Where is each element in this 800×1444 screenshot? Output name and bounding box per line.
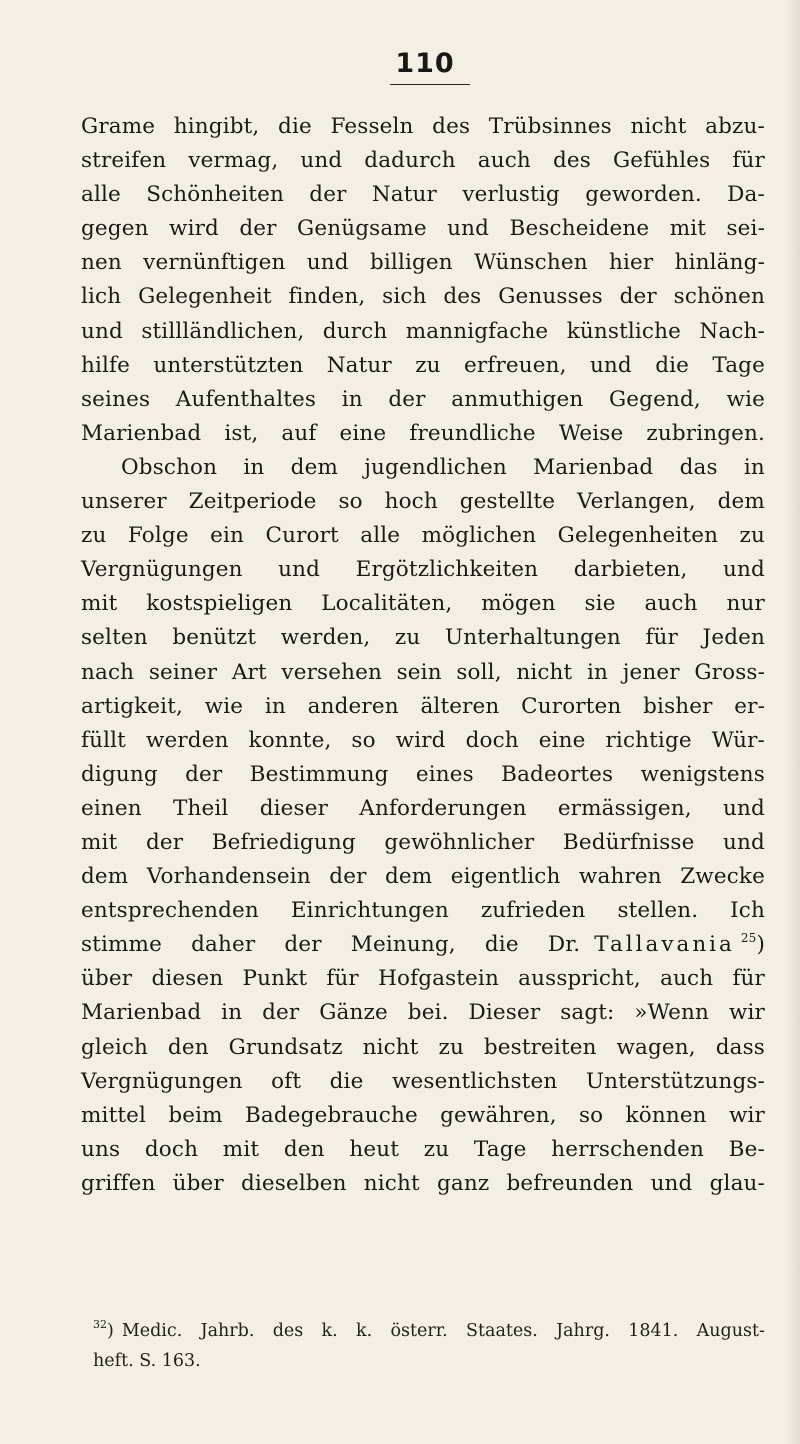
word: österr. bbox=[390, 1321, 448, 1341]
word: wir bbox=[728, 1000, 765, 1026]
word: billigen bbox=[369, 250, 453, 276]
word: und bbox=[300, 148, 343, 174]
word: stillländlichen, bbox=[141, 318, 305, 344]
word: zufrieden bbox=[480, 898, 586, 924]
word: für bbox=[326, 966, 359, 992]
word: mittel bbox=[81, 1102, 147, 1128]
word: Natur bbox=[371, 182, 437, 208]
page-number-rule bbox=[390, 84, 470, 85]
footnote-paren: ) bbox=[107, 1321, 114, 1341]
word: die bbox=[655, 352, 690, 378]
text-line bbox=[81, 417, 765, 451]
word: Badegebrauche bbox=[244, 1102, 418, 1128]
word: Jahrg. bbox=[556, 1321, 610, 1341]
word: zu bbox=[394, 625, 421, 651]
word: er- bbox=[734, 693, 765, 719]
word: wie bbox=[726, 386, 765, 412]
word: beim bbox=[168, 1102, 223, 1128]
word: glau- bbox=[709, 1170, 765, 1196]
word: der bbox=[388, 386, 426, 412]
text-line bbox=[81, 1031, 765, 1065]
word: geworden. bbox=[585, 182, 702, 208]
word: daher bbox=[191, 932, 256, 958]
word: möglichen bbox=[421, 523, 537, 549]
word: dem bbox=[290, 454, 338, 480]
word: verlustig bbox=[462, 182, 560, 208]
word: Vergnügungen bbox=[81, 1068, 243, 1094]
text-line bbox=[81, 962, 765, 996]
word: k. bbox=[321, 1321, 338, 1341]
text-line bbox=[81, 349, 765, 383]
text-line bbox=[81, 110, 765, 144]
word: bestreiten bbox=[483, 1034, 597, 1060]
word: finden, bbox=[288, 284, 366, 310]
text-line bbox=[81, 621, 765, 655]
word: Medic. bbox=[121, 1321, 183, 1341]
word: konnte, bbox=[248, 727, 332, 753]
body-text bbox=[81, 110, 765, 1201]
word: eines bbox=[415, 761, 474, 787]
footnote-marker bbox=[93, 1316, 114, 1346]
text-line bbox=[81, 178, 765, 212]
footnote-reference-paren: ) bbox=[756, 932, 765, 958]
text-line bbox=[81, 1167, 765, 1201]
word: die bbox=[484, 932, 519, 958]
text-line-with-reference bbox=[81, 928, 765, 962]
text-line bbox=[81, 485, 765, 519]
word: Badeortes bbox=[501, 761, 614, 787]
footnote-line bbox=[93, 1346, 765, 1376]
text-line bbox=[81, 383, 765, 417]
word: darbieten, bbox=[573, 557, 688, 583]
word: älteren bbox=[420, 693, 500, 719]
word: Theil bbox=[173, 795, 229, 821]
word: nur bbox=[726, 591, 765, 617]
word: eigentlich bbox=[450, 864, 561, 890]
word: die bbox=[329, 1068, 364, 1094]
word: und bbox=[650, 1170, 693, 1196]
word: Befriedigung bbox=[211, 829, 356, 855]
word: benützt bbox=[172, 625, 257, 651]
word: ganz bbox=[436, 1170, 490, 1196]
word: werden bbox=[145, 727, 229, 753]
word: für bbox=[732, 148, 765, 174]
word: schönen bbox=[673, 284, 765, 310]
word: Localitäten, bbox=[321, 591, 453, 617]
word: Bescheidene bbox=[509, 216, 650, 242]
word: oft bbox=[271, 1068, 302, 1094]
word: Jahrb. bbox=[200, 1321, 255, 1341]
footnote-reference[interactable] bbox=[741, 928, 765, 962]
word: 1841. bbox=[628, 1321, 679, 1341]
word: den bbox=[283, 1136, 325, 1162]
word: artigkeit, bbox=[81, 693, 183, 719]
word: Gelegenheiten bbox=[557, 523, 719, 549]
word: mit bbox=[81, 829, 118, 855]
word: »Wenn bbox=[634, 1000, 710, 1026]
word: streifen bbox=[81, 148, 167, 174]
word: wahren bbox=[578, 864, 662, 890]
word: in bbox=[341, 386, 363, 412]
word: seiner bbox=[148, 659, 218, 685]
word: Nach- bbox=[699, 318, 765, 344]
text-line bbox=[81, 519, 765, 553]
word: mit bbox=[222, 1136, 260, 1162]
word: jugendlichen bbox=[364, 454, 507, 480]
word: eine bbox=[538, 727, 586, 753]
text-line bbox=[81, 587, 765, 621]
word: der bbox=[329, 864, 367, 890]
word: Curorten bbox=[521, 693, 622, 719]
word: für bbox=[645, 625, 678, 651]
word: in bbox=[221, 1000, 243, 1026]
word: Da- bbox=[727, 182, 765, 208]
word: Punkt bbox=[242, 966, 308, 992]
word: lich bbox=[81, 284, 122, 310]
word: Marienbad bbox=[533, 454, 654, 480]
word: Dieser bbox=[468, 1000, 541, 1026]
text-line bbox=[81, 894, 765, 928]
word: in bbox=[743, 454, 765, 480]
word: nicht bbox=[363, 1170, 420, 1196]
word: bisher bbox=[643, 693, 713, 719]
word: auch bbox=[660, 966, 714, 992]
word: Be- bbox=[728, 1136, 765, 1162]
word: wir bbox=[728, 1102, 765, 1128]
word: ausspricht, bbox=[518, 966, 641, 992]
text-line bbox=[81, 246, 765, 280]
word: abzu- bbox=[705, 114, 765, 139]
word: durch bbox=[322, 318, 388, 344]
word: digung bbox=[81, 761, 158, 787]
text-line bbox=[81, 553, 765, 587]
word: auf bbox=[281, 420, 317, 446]
word: Gross- bbox=[694, 659, 765, 685]
word: einen bbox=[81, 795, 142, 821]
word: Gegend, bbox=[608, 386, 701, 412]
word: eine bbox=[339, 420, 387, 446]
text-line bbox=[81, 144, 765, 178]
word: anderen bbox=[307, 693, 399, 719]
word: Ich bbox=[730, 898, 765, 924]
word: Vergnügungen bbox=[81, 557, 243, 583]
word: zu bbox=[415, 352, 441, 378]
footnote-text bbox=[122, 1316, 765, 1346]
word: alle bbox=[360, 523, 401, 549]
word: den bbox=[167, 1034, 209, 1060]
word: füllt bbox=[81, 727, 126, 753]
footnote-text: heft. S. 163. bbox=[93, 1351, 201, 1371]
footnote bbox=[93, 1316, 765, 1376]
word: sich bbox=[382, 284, 427, 310]
word: so bbox=[578, 1102, 604, 1128]
paragraph-start-line bbox=[81, 451, 765, 485]
word: der bbox=[239, 216, 277, 242]
word: Marienbad bbox=[81, 1000, 202, 1026]
word: Tage bbox=[473, 1136, 527, 1162]
word: Folge bbox=[127, 523, 189, 549]
word: hier bbox=[609, 250, 654, 276]
word: auch bbox=[644, 591, 698, 617]
word: hingibt, bbox=[173, 114, 260, 139]
word: mannigfache bbox=[405, 318, 549, 344]
word: Hofgastein bbox=[378, 966, 499, 992]
word: Meinung, bbox=[350, 932, 456, 958]
word: und bbox=[447, 216, 490, 242]
word: unterstützten bbox=[153, 352, 304, 378]
line-text bbox=[81, 928, 580, 962]
word: Genusses bbox=[498, 284, 603, 310]
text-line bbox=[81, 996, 765, 1030]
word: doch bbox=[144, 1136, 199, 1162]
word: vernünftigen bbox=[143, 250, 286, 276]
text-line bbox=[81, 758, 765, 792]
word: Tage bbox=[712, 352, 765, 378]
word: das bbox=[679, 454, 718, 480]
word: Bestimmung bbox=[249, 761, 389, 787]
word: nicht bbox=[516, 659, 573, 685]
word: Obschon bbox=[121, 454, 218, 480]
word: anmuthigen bbox=[451, 386, 584, 412]
word: befreunden bbox=[506, 1170, 634, 1196]
word: Grame bbox=[81, 114, 156, 139]
word: Schönheiten bbox=[146, 182, 284, 208]
word: erfreuen, bbox=[464, 352, 567, 378]
word: k. bbox=[355, 1321, 373, 1341]
word: uns bbox=[81, 1136, 121, 1162]
text-line bbox=[81, 656, 765, 690]
word: zu bbox=[438, 1034, 464, 1060]
text-line bbox=[81, 724, 765, 758]
word: dem bbox=[81, 864, 129, 890]
word: Wünschen bbox=[474, 250, 588, 276]
word: soll, bbox=[456, 659, 502, 685]
footnote-line bbox=[93, 1316, 765, 1346]
word: Fesseln bbox=[330, 114, 414, 139]
word: werden, bbox=[280, 625, 371, 651]
word: Zwecke bbox=[680, 864, 765, 890]
page-edge-shadow bbox=[786, 0, 800, 1444]
word: und bbox=[589, 352, 632, 378]
text-line bbox=[81, 212, 765, 246]
word: richtige bbox=[605, 727, 692, 753]
text-line bbox=[81, 1099, 765, 1133]
word: des bbox=[432, 114, 471, 139]
word: sagt: bbox=[560, 1000, 615, 1026]
word: Art bbox=[231, 659, 267, 685]
word: und bbox=[723, 795, 765, 821]
word: Gänze bbox=[319, 1000, 388, 1026]
word: und bbox=[723, 829, 765, 855]
word: in bbox=[264, 693, 286, 719]
word: August- bbox=[696, 1321, 765, 1341]
word: hinläng- bbox=[674, 250, 765, 276]
word: in bbox=[243, 454, 265, 480]
word: heut bbox=[349, 1136, 400, 1162]
word: über bbox=[81, 966, 133, 992]
word: Unterstützungs- bbox=[585, 1068, 765, 1094]
word: hilfe bbox=[81, 352, 131, 378]
word: nen bbox=[81, 250, 122, 276]
word: mit bbox=[669, 216, 707, 242]
word: gestellte bbox=[459, 489, 556, 515]
word: künstliche bbox=[566, 318, 681, 344]
word: und bbox=[723, 557, 765, 583]
word: wird bbox=[395, 727, 446, 753]
word: jener bbox=[622, 659, 680, 685]
word: Einrichtungen bbox=[290, 898, 449, 924]
word: gewöhnlicher bbox=[384, 829, 535, 855]
word: wesentlichsten bbox=[391, 1068, 558, 1094]
word: wagen, bbox=[616, 1034, 696, 1060]
word: zu bbox=[81, 523, 107, 549]
word: wie bbox=[204, 693, 244, 719]
text-line bbox=[81, 826, 765, 860]
word: dieselben bbox=[240, 1170, 347, 1196]
word: Wür- bbox=[711, 727, 765, 753]
text-line bbox=[81, 315, 765, 349]
word: und bbox=[81, 318, 123, 344]
word: ein bbox=[210, 523, 245, 549]
word: bei. bbox=[407, 1000, 449, 1026]
word: dieser bbox=[259, 795, 329, 821]
word: selten bbox=[81, 625, 148, 651]
word: der bbox=[185, 761, 223, 787]
word: griffen bbox=[81, 1170, 156, 1196]
word: und bbox=[278, 557, 321, 583]
word: Grundsatz bbox=[228, 1034, 343, 1060]
word: Marienbad bbox=[81, 420, 202, 446]
word: unserer bbox=[81, 489, 167, 515]
word: versehen bbox=[281, 659, 382, 685]
word: dadurch bbox=[364, 148, 456, 174]
word: Natur bbox=[326, 352, 392, 378]
text-line bbox=[81, 1133, 765, 1167]
text-line bbox=[81, 690, 765, 724]
word: so bbox=[338, 489, 363, 515]
word: Curort bbox=[265, 523, 339, 549]
word: Weise bbox=[558, 420, 624, 446]
word: der bbox=[262, 1000, 300, 1026]
word: der bbox=[619, 284, 657, 310]
word: der bbox=[284, 932, 322, 958]
word: des bbox=[272, 1321, 304, 1341]
word: Genügsame bbox=[297, 216, 427, 242]
page-number: 110 bbox=[395, 48, 455, 79]
word: Dr. bbox=[547, 932, 581, 958]
word: Jeden bbox=[702, 625, 765, 651]
word: kostspieligen bbox=[146, 591, 293, 617]
word: diesen bbox=[151, 966, 224, 992]
word: Zeitperiode bbox=[188, 489, 317, 515]
word: können bbox=[625, 1102, 707, 1128]
word: dem bbox=[384, 864, 433, 890]
word: Unterhaltungen bbox=[444, 625, 621, 651]
word: Trübsinnes bbox=[488, 114, 612, 139]
word: so bbox=[351, 727, 376, 753]
word: dem bbox=[717, 489, 765, 515]
word: sein bbox=[396, 659, 442, 685]
text-line bbox=[81, 1065, 765, 1099]
word: für bbox=[732, 966, 765, 992]
word: Staates. bbox=[466, 1321, 538, 1341]
word: Anforderungen bbox=[359, 795, 527, 821]
word: zu bbox=[739, 523, 765, 549]
word: die bbox=[278, 114, 312, 139]
word: über bbox=[172, 1170, 224, 1196]
word: gleich bbox=[81, 1034, 149, 1060]
word: herrschenden bbox=[551, 1136, 704, 1162]
text-line bbox=[81, 280, 765, 314]
word: Verlangen, bbox=[576, 489, 696, 515]
word: sei- bbox=[726, 216, 765, 242]
word: auch bbox=[477, 148, 531, 174]
author-name: Tallavania bbox=[594, 932, 735, 958]
word: alle bbox=[81, 182, 121, 208]
word: vermag, bbox=[188, 148, 279, 174]
word: ist, bbox=[224, 420, 259, 446]
word: Bedürfnisse bbox=[562, 829, 695, 855]
word: nicht bbox=[362, 1034, 419, 1060]
word: sie bbox=[584, 591, 616, 617]
word: wird bbox=[169, 216, 219, 242]
text-line bbox=[81, 792, 765, 826]
word: Ergötzlichkeiten bbox=[355, 557, 539, 583]
word: und bbox=[306, 250, 349, 276]
word: doch bbox=[465, 727, 519, 753]
footnote-number: 32 bbox=[93, 1318, 107, 1331]
word: Gelegenheit bbox=[138, 284, 272, 310]
word: hoch bbox=[384, 489, 438, 515]
word: stellen. bbox=[617, 898, 699, 924]
word: nicht bbox=[630, 114, 687, 139]
footnote-reference-number: 25 bbox=[740, 931, 757, 946]
word: des bbox=[552, 148, 591, 174]
word: mit bbox=[81, 591, 118, 617]
word: seines bbox=[81, 386, 151, 412]
word: zubringen. bbox=[646, 420, 765, 446]
word: gewähren, bbox=[440, 1102, 557, 1128]
word: Vorhandensein bbox=[146, 864, 311, 890]
word: nach bbox=[81, 659, 135, 685]
word: dass bbox=[715, 1034, 765, 1060]
word: stimme bbox=[81, 932, 162, 958]
word: zu bbox=[423, 1136, 450, 1162]
word: der bbox=[309, 182, 347, 208]
word: gegen bbox=[81, 216, 149, 242]
word: Gefühles bbox=[612, 148, 711, 174]
word: ermässigen, bbox=[557, 795, 692, 821]
word: entsprechenden bbox=[81, 898, 259, 924]
word: wenigstens bbox=[640, 761, 765, 787]
word: in bbox=[587, 659, 609, 685]
word: der bbox=[145, 829, 184, 855]
word: des bbox=[443, 284, 482, 310]
word: freundliche bbox=[409, 420, 536, 446]
text-line bbox=[81, 860, 765, 894]
word: mögen bbox=[481, 591, 556, 617]
word: Aufenthaltes bbox=[175, 386, 317, 412]
